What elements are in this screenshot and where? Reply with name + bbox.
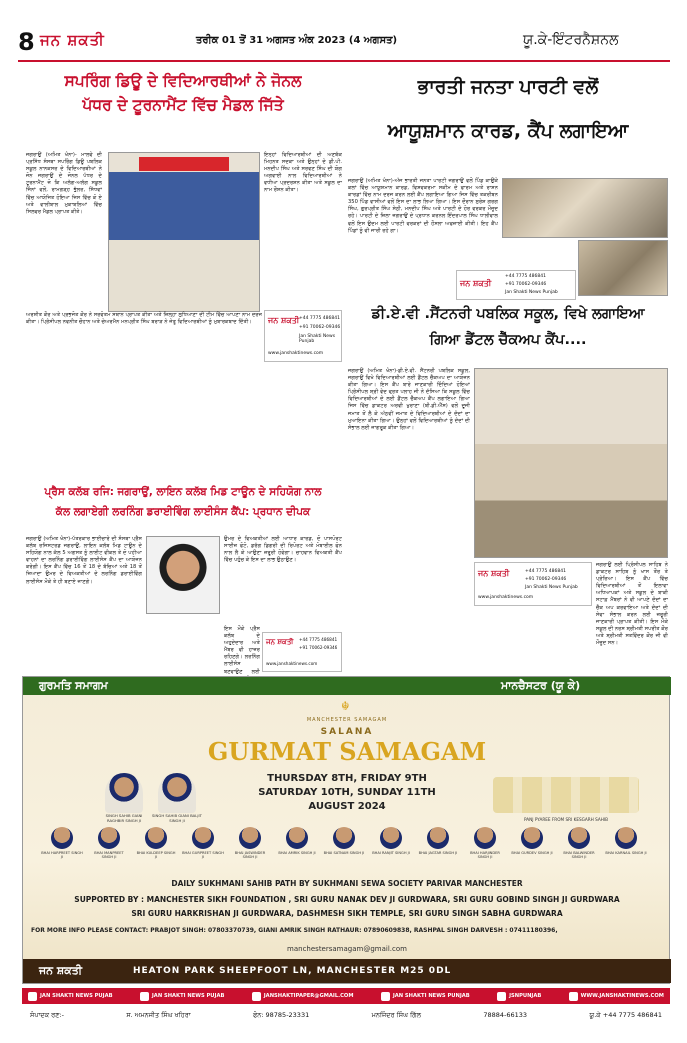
samagam-footer-logo: ਜਨ ਸ਼ਕਤੀ: [39, 964, 83, 977]
ad-phone-uk: +44 7775 486841: [525, 569, 566, 574]
article1-headline-line2: ਪੱਧਰ ਦੇ ਟੂਰਨਾਮੈਂਟ ਵਿੱਚ ਮੈਡਲ ਜਿੱਤੇ: [82, 96, 284, 114]
ad-phone-uk: +44 7775 486841: [299, 637, 338, 642]
ad-website: www.janshaktinews.com: [266, 661, 318, 666]
globe-icon: [569, 992, 578, 1001]
ad-facebook: Jan Shakti News Punjab: [505, 290, 558, 295]
ad-facebook: Jan Shakti News Punjab: [525, 585, 578, 590]
footer-twitter-label: JSNPUNJAB: [509, 993, 542, 999]
article1-photo: [108, 152, 260, 312]
article-dav-dental: [346, 298, 670, 678]
member-photo: [474, 827, 496, 849]
singh-sahib-2: [151, 773, 203, 823]
article4-body-right: ਉਮਰ ਦੇ ਵਿਅਕਤੀਆਂ ਲਈ ਆਧਾਰ ਕਾਰਡ, ਦੋ ਪਾਸਪੋਰਟ ਸਾਈਜ਼ ਫੋਟੋ, ਡਰੱਗ ਡਿਗਰੀ ਦੀ ਰਿਪੋਰਟ ਅਤੇ ਮੋਬਾਈਲ ਫੋਨ ਨਾਲ ਲੈ ਕੇ ਆਉਣਾ ਜ਼ਰੂਰੀ ਹੋਵੇਗਾ। ਚਾਹਵਾਨ ਵਿਅਕਤੀ ਕੈਂਪ ਵਿੱਚ ਪਹੁੰਚ ਕੇ ਇਸ ਦਾ ਲਾਭ ਉਠਾਉਣ।: [224, 536, 342, 564]
footer-facebook[interactable]: [140, 992, 225, 1001]
member-12: [558, 827, 600, 859]
member-photo: [192, 827, 214, 849]
article2-photo-top: [502, 178, 668, 238]
ad-logo: ਜਨ ਸ਼ਕਤੀ: [266, 638, 294, 646]
article1-body-right: ਇਨ੍ਹਾਂ ਵਿਦਿਆਰਥੀਆਂ ਦੀ ਅਣਥੱਕ ਮਿਹਨਤ ਸਦਕਾ ਅਤੇ ਉਨ੍ਹਾਂ ਦੇ ਡੀ.ਪੀ. ਮਨਦੀਪ ਸਿੰਘ ਅਤੇ ਸਰਵਣ ਸਿੰਘ ਦੀ ਯੋਗ ਅਗਵਾਈ ਨਾਲ ਵਿਦਿਆਰਥੀਆਂ ਨੇ ਵਧੀਆ ਪ੍ਰਦਰਸ਼ਨ ਕੀਤਾ ਅਤੇ ਸਕੂਲ ਦਾ ਨਾਮ ਰੌਸ਼ਨ ਕੀਤਾ।: [264, 152, 342, 194]
footer-email[interactable]: [252, 992, 354, 1001]
samagam-poster: [22, 676, 670, 984]
samagam-small-logo: MANCHESTER SAMAGAM: [306, 717, 388, 723]
ad-phone-in: +91 70062-09346: [299, 645, 338, 650]
credit-phone: ਫੋਨ: 98785-23331: [252, 1010, 310, 1019]
ad-logo: ਜਨ ਸ਼ਕਤੀ: [460, 279, 492, 288]
ad-phone-in: +91 70062-09346: [299, 325, 341, 330]
header-rule: [18, 60, 670, 62]
member-name: BHAI RANJIT SINGH JI: [372, 851, 410, 855]
member-9: [417, 827, 459, 855]
article1-ad: [264, 310, 342, 362]
member-name: BHAI MANPREET SINGH JI: [94, 851, 124, 859]
samagam-supported-by-2: SRI GURU HARKRISHAN JI GURDWARA, DASHMESH SIKH TEMPLE, SRI GURU SINGH SABHA GURDWARA: [131, 909, 563, 918]
ad-logo: ਜਨ ਸ਼ਕਤੀ: [478, 569, 510, 578]
email-icon: [252, 992, 261, 1001]
member-photo: [51, 827, 73, 849]
member-name: BHAI AMRIK SINGH JI: [278, 851, 316, 855]
article3-photo: [474, 368, 668, 558]
ad-website: www.janshaktinews.com: [268, 351, 324, 356]
member-3: [135, 827, 177, 859]
samagam-address-bar: [23, 959, 671, 983]
article4-headline-line2: ਕੱਲ ਲਗਾਏਗੀ ਲਰਨਿੰਗ ਡਰਾਈਵਿੰਗ ਲਾਈਸੰਸ ਕੈਂਪ: ਪ੍ਰਧਾਨ ਦੀਪਕ: [55, 506, 311, 518]
article1-body-bottom: ਅਰਸ਼ੀਤ ਕੌਰ ਅਤੇ ਪ੍ਰਭਜੋਤ ਕੌਰ ਨੇ ਸਰਵੋਤਮ ਸਥਾਨ ਪ੍ਰਾਪਤ ਕੀਤਾ ਅਤੇ ਜ਼ਿਲ੍ਹਾ ਲੁਧਿਆਣਾ ਦੀ ਟੀਮ ਵਿੱਚ ਆਪਣਾ ਨਾਮ ਦਰਜ ਕੀਤਾ। ਪ੍ਰਿੰਸੀਪਲ ਨਵਨੀਤ ਚੌਹਾਨ ਅਤੇ ਚੇਅਰਮੈਨ ਮਨਪ੍ਰੀਤ ਸਿੰਘ ਬਰਾੜ ਨੇ ਜੇਤੂ ਵਿਦਿਆਰਥੀਆਂ ਨੂੰ ਮੁਬਾਰਕਬਾਦ ਦਿੱਤੀ।: [26, 312, 262, 326]
credit-editor-name: ਸ. ਅਮਨਜੀਤ ਸਿੰਘ ਖਹਿਰਾ: [126, 1010, 191, 1019]
article4-headline-line1: ਪ੍ਰੈਸ ਕਲੱਬ ਰਜਿ: ਜਗਰਾਉਂ, ਲਾਇਨ ਕਲੱਬ ਮਿਡ ਟਾਊਨ ਦੇ ਸਹਿਯੋਗ ਨਾਲ: [44, 486, 322, 498]
footer-website[interactable]: [569, 992, 664, 1001]
member-name: BHAI JAGTAR SINGH JI: [418, 851, 458, 855]
ad-facebook: Jan Shakti News Punjab: [299, 334, 336, 344]
member-photo: [145, 827, 167, 849]
section-name: ਯੂ.ਕੇ-ਇੰਟਰਨੈਸ਼ਨਲ: [523, 32, 619, 48]
article3-headline-line1: ਡੀ.ਏ.ਵੀ .ਸੈਂਟਨਰੀ ਪਬਲਿਕ ਸਕੂਲ, ਵਿਖੇ ਲਗਾਇਆ: [371, 306, 645, 322]
singh-sahib-2-name: SINGH SAHIB GIANI BALJIT SINGH JI: [152, 813, 202, 823]
member-2: [88, 827, 130, 859]
banner-right-text: ਮਾਨਚੈਸਟਰ (ਯੂ ਕੇ): [501, 679, 581, 692]
footer-links-bar: [22, 988, 670, 1004]
ad-website: www.janshaktinews.com: [478, 595, 534, 600]
page-number: 8: [18, 28, 35, 56]
samagam-supported-by: SUPPORTED BY : MANCHESTER SIKH FOUNDATION , SRI GURU NANAK DEV JI GURDWARA, SRI GURU GOBIND SINGH JI GURDWARA: [74, 895, 620, 904]
members-row: [41, 827, 653, 871]
samagam-address: HEATON PARK SHEEPFOOT LN, MANCHESTER M25 0DL: [133, 966, 452, 976]
article1-headline-line1: ਸਪਰਿੰਗ ਡਿਊ ਦੇ ਵਿਦਿਆਰਥੀਆਂ ਨੇ ਜੋਨਲ: [64, 72, 302, 90]
footer-youtube[interactable]: [28, 992, 113, 1001]
samagam-title-top: SALANA: [320, 727, 374, 737]
member-name: BHAI HARPREET SINGH JI: [41, 851, 83, 859]
article4-portrait: [146, 536, 220, 614]
member-photo: [380, 827, 402, 849]
khanda-logo: [327, 699, 367, 719]
instagram-icon: [381, 992, 390, 1001]
article4-body-left: ਜਗਰਾਉਂ (ਅਮਿਤ ਖੰਨਾ)-ਪੱਤਰਕਾਰ ਭਾਈਚਾਰੇ ਦੀ ਸੰਸਥਾ ਪ੍ਰੈਸ ਕਲੱਬ ਰਜਿਸਟਰਡ ਜਗਰਾਉਂ, ਲਾਇਨ ਕਲੱਬ ਮਿਡ ਟਾਊਨ ਦੇ ਸਹਿਯੋਗ ਨਾਲ ਕੱਲ 5 ਅਗਸਤ ਨੂੰ ਲਾਈਟ ਵੀਕਲ ਤੇ ਦੋ ਪਹੀਆ ਵਾਹਨਾਂ ਦਾ ਲਰਨਿੰਗ ਡਰਾਈਵਿੰਗ ਲਾਈਸੰਸ ਕੈਂਪ ਦਾ ਆਯੋਜਨ ਕਰੇਗੀ। ਇਸ ਕੈਂਪ ਵਿੱਚ 16 ਤੋਂ 18 ਦੇ ਬੱਚਿਆਂ ਅਤੇ 18 ਤੋਂ ਜ਼ਿਆਦਾ ਉਮਰ ਦੇ ਵਿਅਕਤੀਆਂ ਦੇ ਲਰਨਿੰਗ ਡਰਾਈਵਿੰਗ ਲਾਈਸੰਸ ਮੌਕੇ ਤੇ ਹੀ ਬਣਾਏ ਜਾਣਗੇ।: [26, 536, 142, 585]
member-name: BHAI KULDEEP SINGH JI: [136, 851, 176, 859]
article2-body: ਜਗਰਾਉਂ (ਅਮਿਤ ਖੰਨਾ)-ਅੱਜ ਭਾਰਤੀ ਜਨਤਾ ਪਾਰਟੀ ਜਗਰਾਉਂ ਵਲੋਂ ਪਿੰਡ ਕਾਉਂਕੇ ਕਲਾਂ ਵਿੱਚ ਆਯੂਸ਼ਮਾਨ ਕਾਰਡ, ਵਿਸ਼ਵਕਰਮਾ ਸਕੀਮ ਦੇ ਫਾਰਮ ਅਤੇ ਰਾਸ਼ਨ ਕਾਰਡਾਂ ਵਿੱਚ ਨਾਮ ਦਰਜ ਕਰਨ ਲਈ ਕੈਂਪ ਲਗਾਇਆ ਗਿਆ ਜਿਸ ਵਿੱਚ ਤਕਰੀਬਨ 350 ਪਿੰਡ ਵਾਸੀਆਂ ਵਲੋਂ ਇਸ ਦਾ ਲਾਭ ਲਿਆ ਗਿਆ। ਇਸ ਦੌਰਾਨ ਸੁਰੇਸ਼ ਗਰਗ ਸਿੰਘ, ਗੁਰਪ੍ਰੀਤ ਸਿੰਘ ਸੇਠੀ, ਮਨਦੀਪ ਸਿੰਘ ਅਤੇ ਪਾਰਟੀ ਦੇ ਹੋਰ ਵਰਕਰ ਮੌਜੂਦ ਰਹੇ। ਪਾਰਟੀ ਦੇ ਜ਼ਿਲਾ ਜਗਰਾਉਂ ਦੇ ਪ੍ਰਧਾਨ ਕਰਨਲ ਇੰਦਰਪਾਲ ਸਿੰਘ ਧਾਲੀਵਾਲ ਵਲੋਂ ਇਸ ਉਦਮ ਲਈ ਪਾਰਟੀ ਵਰਕਰਾਂ ਦੀ ਹੌਸਲਾ ਅਫਜ਼ਾਈ ਕੀਤੀ। ਇਹ ਕੈਂਪ ਪਿੰਡਾਂ ਨੂੰ ਵੀ ਜਾਰੀ ਰਹੇ ਗਾ।: [348, 178, 498, 234]
member-photo: [615, 827, 637, 849]
member-name: BHAI GURPREET SINGH JI: [182, 851, 224, 859]
ad-phone-in: +91 70062-09346: [505, 282, 547, 287]
member-name: BHAI SATNAM SINGH JI: [323, 851, 365, 855]
member-photo: [521, 827, 543, 849]
twitter-icon: [497, 992, 506, 1001]
samagam-date-line1: THURSDAY 8TH, FRIDAY 9TH: [267, 773, 427, 784]
photo-banner: [139, 157, 229, 171]
article4-ad: [262, 632, 342, 672]
footer-instagram[interactable]: [381, 992, 470, 1001]
member-8: [370, 827, 412, 855]
article1-body-left: ਜਗਰਾਉਂ (ਅਮਿਤ ਖੰਨਾ)- ਮਾਲਵੇ ਦੀ ਪ੍ਰਸਿੱਧ ਸੰਸਥਾ ਸਪਰਿੰਗ ਡਿਊ ਪਬਲਿਕ ਸਕੂਲ ਨਾਨਕਸਰ ਦੇ ਵਿਦਿਆਰਥੀਆਂ ਨੇ ਜੋਨ ਜਗਰਾਉਂ ਦੇ ਜੋਨਲ ਪੱਧਰ ਦੇ ਟੂਰਨਾਮੈਂਟ ਜੋ ਕਿ ਅਲੱਗ-ਅਲੱਗ ਸਕੂਲ ਜਿੰਨਾਂ ਵਲੋਂ, ਰਾਮਗੜ੍ਹ ਭੁੱਲਰ, ਸਿੱਧਵਾਂ ਵਿੱਚ ਆਯੋਜਿਤ ਹੋਇਆ ਜਿਸ ਵਿੱਚ ਕੋ ਏ ਅਤੇ ਵਾਲੀਬਾਲ ਮੁਕਾਬਲਿਆਂ ਵਿੱਚ ਸਿਲਵਰ ਮੈਡਲ ਪ੍ਰਾਪਤ ਕੀਤੇ।: [26, 152, 102, 215]
credit-manager-phone: 78884-66133: [483, 1011, 528, 1019]
article-press-club: [22, 476, 344, 676]
article4-body-far: ਇਸ ਮੌਕੇ ਪ੍ਰੈਸ ਕਲੱਬ ਦੇ ਅਹੁਦੇਦਾਰ ਅਤੇ ਮੈਂਬਰ ਵੀ ਹਾਜ਼ਰ ਰਹਿਣਗੇ। ਲਰਨਿੰਗ ਲਾਈਸੰਸ ਬਣਵਾਉਣ ਲਈ: [224, 626, 260, 675]
member-name: BHAI GURDEV SINGH JI: [511, 851, 553, 855]
footer-youtube-label: JAN SHAKTI NEWS PUJAB: [40, 993, 113, 999]
member-name: BHAI BALWINDER SINGH JI: [563, 851, 595, 859]
member-name: BHAI JASWINDER SINGH JI: [234, 851, 266, 859]
member-4: [182, 827, 224, 859]
member-7: [323, 827, 365, 855]
member-photo: [98, 827, 120, 849]
member-5: [229, 827, 271, 859]
member-photo: [286, 827, 308, 849]
credit-manager: ਮਨਜਿੰਦਰ ਸਿੰਘ ਗਿੱਲ: [371, 1010, 421, 1019]
member-photo: [239, 827, 261, 849]
issue-date: ਤਰੀਕ 01 ਤੋਂ 31 ਅਗਸਤ ਅੰਕ 2023 (4 ਅਗਸਤ): [196, 35, 398, 46]
footer-facebook-label: JAN SHAKTI NEWS PUJAB: [151, 993, 225, 999]
panj-pyare-caption: PANJ PYAREE FROM SRI KESGARH SAHIB: [524, 817, 608, 822]
member-10: [464, 827, 506, 859]
member-name: BHAI HARJINDER SINGH JI: [470, 851, 500, 859]
footer-email-label: JANSHAKTIPAPER@GMAIL.COM: [263, 993, 354, 999]
article3-body-left: ਜਗਰਾਉਂ (ਅਮਿਤ ਖੰਨਾ)-ਡੀ.ਏ.ਵੀ. ਸੈਂਟਨਰੀ ਪਬਲਿਕ ਸਕੂਲ, ਜਗਰਾਉਂ ਵਿਖੇ ਵਿਦਿਆਰਥੀਆਂ ਲਈ ਡੈਂਟਲ ਚੈੱਕਅਪ ਦਾ ਆਯੋਜਨ ਕੀਤਾ ਗਿਆ। ਇਸ ਕੈਂਪ ਬਾਰੇ ਜਾਣਕਾਰੀ ਦਿੰਦਿਆਂ ਹੋਇਆਂ ਪ੍ਰਿੰਸੀਪਲ ਸ਼੍ਰੀ ਵੇਦ ਵ੍ਰਤ ਪਲਾਹ ਜੀ ਨੇ ਦੱਸਿਆ ਕਿ ਸਕੂਲ ਵਿੱਚ ਵਿਦਿਆਰਥੀਆਂ ਦੇ ਲਈ ਡੈਂਟਲ ਚੈੱਕਅਪ ਕੈਂਪ ਲਗਾਇਆ ਗਿਆ ਜਿਸ ਵਿੱਚ ਡਾਕਟਰ ਅਰਵੀ ਖੁਰਾਣਾ (ਬੀ.ਡੀ.ਐੱਸ) ਵਲੋਂ ਦੂਜੀ ਜਮਾਤ ਤੋਂ ਲੈ ਕੇ ਅੱਠਵੀਂ ਜਮਾਤ ਦੇ ਵਿਦਿਆਰਥੀਆਂ ਦੇ ਦੰਦਾਂ ਦਾ ਮੁਆਇਨਾ ਕੀਤਾ ਗਿਆ। ਉਨ੍ਹਾਂ ਵਲੋਂ ਵਿਦਿਆਰਥੀਆਂ ਨੂੰ ਦੰਦਾਂ ਦੀ ਸੰਭਾਲ ਲਈ ਜਾਗਰੂਕ ਕੀਤਾ ਗਿਆ।: [348, 368, 470, 431]
article2-headline-line1: ਭਾਰਤੀ ਜਨਤਾ ਪਾਰਟੀ ਵਲੋਂ: [417, 76, 599, 98]
samagam-title-main: GURMAT SAMAGAM: [207, 737, 487, 766]
ad-phone-uk: +44 7775 486841: [299, 316, 340, 321]
page-header: [18, 28, 670, 58]
footer-website-label: WWW.JANSHAKTINEWS.COM: [580, 993, 664, 999]
member-photo: [568, 827, 590, 849]
credit-uk-phone: ਯੂ.ਕੇ +44 7775 486841: [589, 1010, 662, 1019]
khanda-icon: ☬: [341, 699, 350, 713]
masthead-logo: ਜਨ ਸ਼ਕਤੀ: [40, 31, 105, 49]
article3-body-right: ਜਗਰਾਉਂ ਲਈ ਪ੍ਰਿੰਸੀਪਲ ਸਾਹਿਬ ਨੇ ਡਾਕਟਰ ਸਾਹਿਬ ਨੂੰ ਖਾਸ ਤੌਰ ਤੇ ਪ੍ਰੇਰਿਆ। ਇਸ ਕੈਂਪ ਵਿੱਚ ਵਿਦਿਆਰਥੀਆਂ ਤੋਂ ਇਲਾਵਾ ਅਧਿਆਪਕਾਂ ਅਤੇ ਸਕੂਲ ਦੇ ਬਾਕੀ ਸਟਾਫ਼ ਮੈਂਬਰਾਂ ਨੇ ਵੀ ਆਪਣੇ ਦੰਦਾਂ ਦਾ ਚੈੱਕ ਅਪ ਕਰਵਾਇਆ ਅਤੇ ਦੰਦਾਂ ਦੀ ਸੇਵਾ ਸੰਭਾਲ ਕਰਨ ਲਈ ਜ਼ਰੂਰੀ ਜਾਣਕਾਰੀ ਪ੍ਰਾਪਤ ਕੀਤੀ। ਇਸ ਮੌਕੇ ਸਕੂਲ ਦੀ ਨਰਸ ਸ਼੍ਰੀਮਤੀ ਸਪਰੀਤ ਕੌਰ ਅਤੇ ਸ਼੍ਰੀਮਤੀ ਸਤਵਿੰਦਰ ਕੌਰ ਜੀ ਵੀ ਮੌਜੂਦ ਸਨ।: [596, 562, 668, 647]
singh-sahib-1: [99, 773, 149, 823]
article3-headline-line2: ਗਿਆ ਡੈਂਟਲ ਚੈੱਕਅਪ ਕੈਂਪ....: [429, 332, 587, 348]
member-11: [511, 827, 553, 855]
credit-editor-label: ਸੰਪਾਦਕ ਰਣ:-: [30, 1010, 64, 1019]
article2-headline-line2: ਆਯੂਸ਼ਮਾਨ ਕਾਰਡ, ਕੈਂਪ ਲਗਾਇਆ: [387, 120, 629, 142]
article-bjp-camp: [346, 64, 670, 295]
samagam-date-line3: AUGUST 2024: [308, 801, 386, 812]
article2-photo-bottom: [578, 240, 668, 296]
samagam-date-line2: SATURDAY 10TH, SUNDAY 11TH: [258, 787, 436, 798]
member-name: BHAI KARNAIL SINGH JI: [605, 851, 647, 855]
article-spring-dew: [22, 64, 344, 472]
samagam-email: manchestersamagam@gmail.com: [287, 945, 407, 953]
singh-sahib-2-portrait: [158, 773, 196, 813]
youtube-icon: [28, 992, 37, 1001]
samagam-contact: FOR MORE INFO PLEASE CONTACT: PRABJOT SINGH: 07803370739, GIANI AMRIK SINGH RATHAUR: 07890609838, RASHPAL SINGH DARVESH : 07411180396,: [31, 927, 558, 934]
singh-sahib-1-portrait: [105, 773, 143, 813]
singh-sahib-1-name: SINGH SAHIB GIANI RAGHBIR SINGH JI: [105, 813, 143, 823]
footer-credits: [22, 1008, 670, 1022]
ad-phone-uk: +44 7775 486841: [505, 274, 546, 279]
panj-pyare-group: [493, 777, 639, 813]
member-13: [605, 827, 647, 855]
ad-logo: ਜਨ ਸ਼ਕਤੀ: [268, 316, 300, 325]
facebook-icon: [140, 992, 149, 1001]
ad-phone-in: +91 70062-09346: [525, 577, 567, 582]
samagam-banner: [23, 677, 671, 695]
member-1: [41, 827, 83, 859]
footer-instagram-label: JAN SHAKTI NEWS PUNJAB: [392, 993, 470, 999]
samagam-daily-path: DAILY SUKHMANI SAHIB PATH BY SUKHMANI SEWA SOCIETY PARIVAR MANCHESTER: [171, 879, 523, 888]
member-photo: [333, 827, 355, 849]
member-photo: [427, 827, 449, 849]
article2-ad: [456, 270, 576, 300]
footer-twitter[interactable]: [497, 992, 541, 1001]
banner-left-text: ਗੁਰਮਤਿ ਸਮਾਗਮ: [39, 679, 108, 692]
member-6: [276, 827, 318, 855]
article3-ad: [474, 562, 592, 606]
